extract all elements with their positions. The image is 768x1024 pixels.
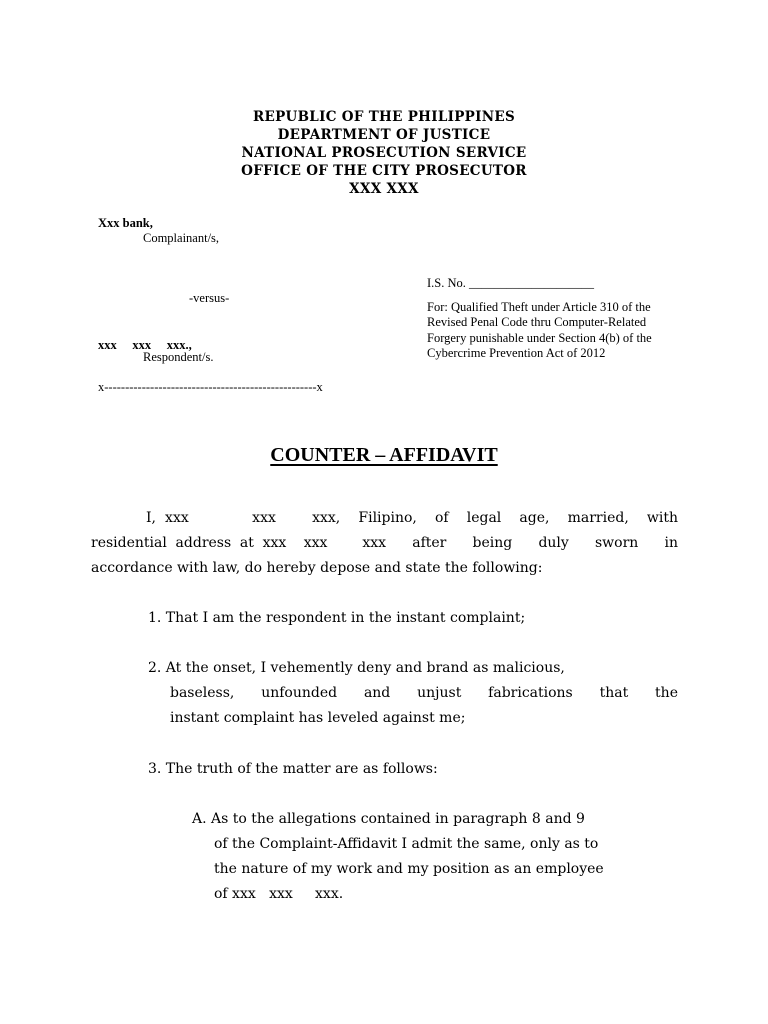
list-item-continuation: instant complaint has leveled against me; bbox=[170, 710, 466, 726]
sub-item-continuation: the nature of my work and my position as an employee bbox=[214, 861, 604, 877]
document-header bbox=[0, 108, 768, 198]
list-item: 3. The truth of the matter are as follows: bbox=[148, 761, 438, 777]
header-line: DEPARTMENT OF JUSTICE bbox=[277, 127, 491, 143]
header-line: REPUBLIC OF THE PHILIPPINES bbox=[252, 109, 516, 125]
header-line: OFFICE OF THE CITY PROSECUTOR bbox=[241, 163, 527, 179]
intro-line: residential address at xxx xxx xxx after being duly sworn in bbox=[91, 535, 678, 551]
list-item-continuation: baseless, unfounded and unjust fabrications that the bbox=[170, 685, 678, 701]
complainant-role: Complainant/s, bbox=[143, 231, 220, 245]
is-number: I.S. No. ____________________ bbox=[427, 276, 595, 290]
document-title bbox=[0, 444, 768, 467]
versus-label: -versus- bbox=[189, 291, 230, 305]
header-line: XXX XXX bbox=[349, 181, 419, 197]
header-line: NATIONAL PROSECUTION SERVICE bbox=[241, 145, 527, 161]
title-text: COUNTER – AFFIDAVIT bbox=[270, 444, 498, 466]
complainant-name: Xxx bank, bbox=[98, 216, 153, 230]
respondent-name: xxx xxx xxx., bbox=[98, 338, 192, 352]
case-charge: For: Qualified Theft under Article 310 of the Revised Penal Code thru Computer-Related Forgery punishable under Section 4(b) of the Cybercrime Prevention Act of 2012 bbox=[427, 299, 652, 360]
case-details bbox=[427, 276, 667, 362]
caption-separator: x---------------------------------------------------x bbox=[98, 380, 323, 394]
list-item: 2. At the onset, I vehemently deny and brand as malicious, bbox=[148, 660, 565, 676]
sub-item-continuation: of the Complaint-Affidavit I admit the same, only as to bbox=[214, 836, 599, 852]
sub-item: A. As to the allegations contained in paragraph 8 and 9 bbox=[192, 811, 585, 827]
intro-line: accordance with law, do hereby depose and state the following: bbox=[91, 560, 543, 576]
intro-line: I, xxx xxx xxx, Filipino, of legal age, married, with bbox=[146, 510, 678, 526]
sub-item-continuation: of xxx xxx xxx. bbox=[214, 886, 344, 902]
list-item: 1. That I am the respondent in the instant complaint; bbox=[148, 610, 526, 626]
respondent-role: Respondent/s. bbox=[143, 350, 214, 364]
